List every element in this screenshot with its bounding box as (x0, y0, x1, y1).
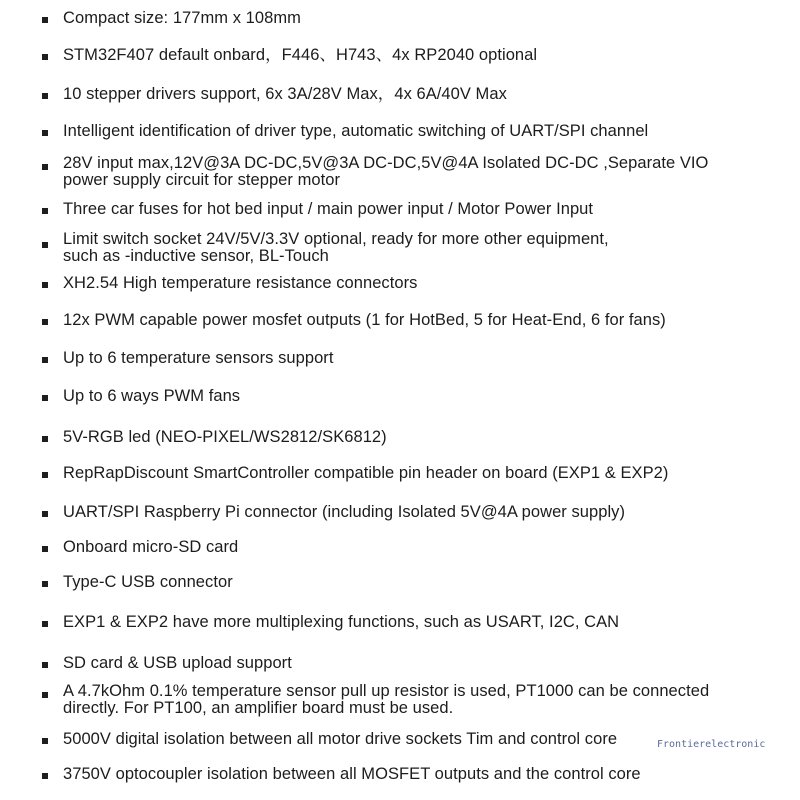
feature-text: SD card & USB upload support (63, 654, 292, 672)
watermark: Frontierelectronic (657, 739, 766, 750)
feature-text: 5000V digital isolation between all motor drive sockets Tim and control core (63, 730, 618, 748)
feature-text: RepRapDiscount SmartController compatible pin header on board (EXP1 & EXP2) (63, 464, 669, 482)
bullet-icon (42, 208, 48, 214)
feature-text: Limit switch socket 24V/5V/3.3V optional, ready for more other equipment, such as -inductive sensor, BL-Touch (63, 230, 609, 265)
bullet-icon (42, 357, 48, 363)
bullet-icon (42, 164, 48, 170)
feature-text: Three car fuses for hot bed input / main power input / Motor Power Input (63, 200, 594, 218)
feature-text: 3750V optocoupler isolation between all MOSFET outputs and the control core (63, 765, 641, 783)
feature-text: Onboard micro-SD card (63, 538, 239, 556)
bullet-icon (42, 436, 48, 442)
bullet-icon (42, 395, 48, 401)
feature-text: 12x PWM capable power mosfet outputs (1 for HotBed, 5 for Heat-End, 6 for fans) (63, 311, 666, 329)
feature-text: Type-C USB connector (63, 573, 233, 591)
bullet-icon (42, 319, 48, 325)
feature-text: A 4.7kOhm 0.1% temperature sensor pull up resistor is used, PT1000 can be connected directly. For PT100, an amplifier board must be used. (63, 682, 710, 717)
bullet-icon (42, 282, 48, 288)
feature-text: Up to 6 ways PWM fans (63, 387, 241, 405)
feature-text: 28V input max,12V@3A DC-DC,5V@3A DC-DC,5V@4A Isolated DC-DC ,Separate VIO power supply circuit for stepper motor (63, 154, 709, 189)
bullet-icon (42, 17, 48, 23)
bullet-icon (42, 242, 48, 248)
bullet-icon (42, 738, 48, 744)
bullet-icon (42, 93, 48, 99)
feature-text: Intelligent identification of driver type, automatic switching of UART/SPI channel (63, 122, 649, 140)
bullet-icon (42, 662, 48, 668)
bullet-icon (42, 546, 48, 552)
bullet-icon (42, 581, 48, 587)
feature-text: STM32F407 default onbard，F446、H743、4x RP2040 optional (63, 46, 538, 64)
feature-text: Up to 6 temperature sensors support (63, 349, 334, 367)
feature-text: Compact size: 177mm x 108mm (63, 9, 301, 27)
bullet-icon (42, 472, 48, 478)
bullet-icon (42, 130, 48, 136)
bullet-icon (42, 621, 48, 627)
bullet-icon (42, 692, 48, 698)
feature-text: EXP1 & EXP2 have more multiplexing functions, such as USART, I2C, CAN (63, 613, 620, 631)
feature-text: XH2.54 High temperature resistance connectors (63, 274, 418, 292)
feature-text: 5V-RGB led (NEO-PIXEL/WS2812/SK6812) (63, 428, 387, 446)
bullet-icon (42, 773, 48, 779)
bullet-icon (42, 511, 48, 517)
bullet-icon (42, 54, 48, 60)
feature-text: UART/SPI Raspberry Pi connector (including Isolated 5V@4A power supply) (63, 503, 626, 521)
feature-text: 10 stepper drivers support, 6x 3A/28V Max，4x 6A/40V Max (63, 85, 507, 103)
